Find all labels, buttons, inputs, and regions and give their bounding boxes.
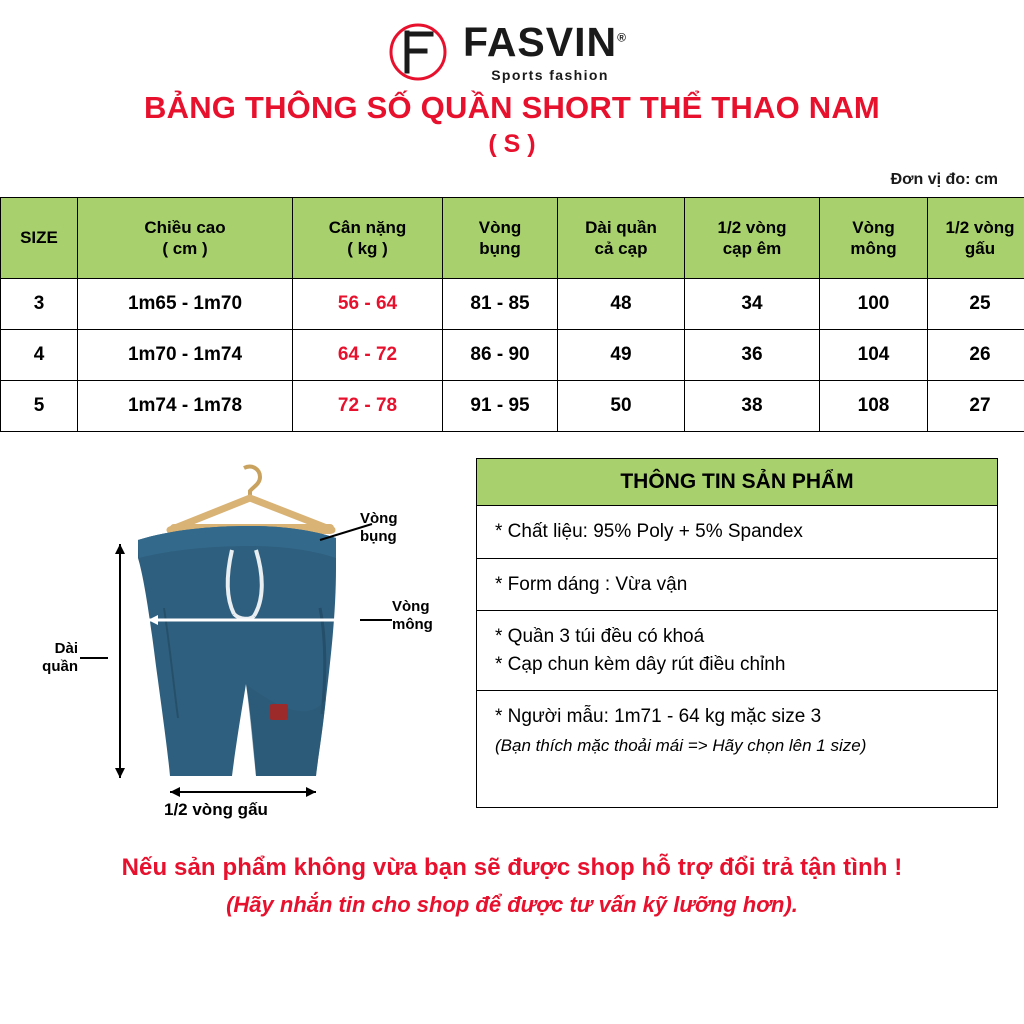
- product-info-pockets: * Quần 3 túi đều có khoá: [495, 626, 705, 648]
- cell-hip: 100: [820, 279, 928, 330]
- cell-hip: 104: [820, 330, 928, 381]
- cell-half-hem: 26: [928, 330, 1024, 381]
- cell-length: 48: [558, 279, 685, 330]
- footer-notes: [0, 854, 1024, 918]
- brand-name: [463, 19, 637, 65]
- brand-header: [0, 0, 1024, 83]
- cell-height: 1m70 - 1m74: [78, 330, 293, 381]
- table-row: [1, 279, 1024, 330]
- label-length: Dài quần: [42, 640, 78, 675]
- col-header-waist: Vòng bụng: [443, 198, 558, 279]
- col-header-weight: Cân nặng ( kg ): [293, 198, 443, 279]
- cell-length: 50: [558, 381, 685, 432]
- label-waist: Vòng bụng: [360, 510, 398, 545]
- product-info-waistband: * Cạp chun kèm dây rút điều chỉnh: [495, 653, 786, 675]
- product-info-box: [476, 458, 998, 808]
- cell-half-cap: 34: [685, 279, 820, 330]
- fasvin-f-logo-icon: [387, 21, 449, 83]
- footer-line-1: Nếu sản phẩm không vừa bạn sẽ được shop hỗ trợ đổi trả tận tình !: [121, 854, 903, 881]
- size-table-head: [1, 198, 1024, 279]
- footer-line-2: (Hãy nhắn tin cho shop để được tư vấn kỹ lưỡng hơn).: [226, 892, 798, 917]
- product-info-model-note: (Bạn thích mặc thoải mái => Hãy chọn lên 1 size): [495, 735, 867, 755]
- product-info-heading: THÔNG TIN SẢN PHẨM: [477, 459, 997, 506]
- cell-half-cap: 38: [685, 381, 820, 432]
- col-header-length: Dài quần cả cạp: [558, 198, 685, 279]
- table-row: [1, 330, 1024, 381]
- cell-waist: 91 - 95: [443, 381, 558, 432]
- size-table-body: [1, 279, 1024, 432]
- col-header-size: SIZE: [1, 198, 78, 279]
- page-title-sub: ( S ): [488, 130, 536, 158]
- cell-weight: 64 - 72: [293, 330, 443, 381]
- cell-weight: 56 - 64: [293, 279, 443, 330]
- cell-size: 4: [1, 330, 78, 381]
- cell-size: 5: [1, 381, 78, 432]
- table-row: [1, 381, 1024, 432]
- registered-mark: ®: [617, 30, 627, 45]
- cell-half-hem: 27: [928, 381, 1024, 432]
- brand-wordmark: [463, 19, 637, 83]
- table-header-row: [1, 198, 1024, 279]
- page-title: [0, 90, 1024, 159]
- product-info-material: * Chất liệu: 95% Poly + 5% Spandex: [477, 506, 997, 559]
- cell-waist: 81 - 85: [443, 279, 558, 330]
- product-info-model: [477, 691, 997, 770]
- brand-name-text: FASVIN: [463, 19, 618, 65]
- brand-tagline: Sports fashion: [491, 67, 609, 83]
- col-header-half-cap: 1/2 vòng cạp êm: [685, 198, 820, 279]
- cell-hip: 108: [820, 381, 928, 432]
- middle-section: [20, 458, 1004, 838]
- cell-length: 49: [558, 330, 685, 381]
- label-hem: 1/2 vòng gấu: [164, 800, 268, 819]
- cell-waist: 86 - 90: [443, 330, 558, 381]
- cell-half-hem: 25: [928, 279, 1024, 330]
- product-figure: [20, 458, 460, 828]
- size-table: [0, 197, 1024, 432]
- page-title-main: BẢNG THÔNG SỐ QUẦN SHORT THỂ THAO NAM: [144, 90, 880, 125]
- cell-size: 3: [1, 279, 78, 330]
- col-header-half-hem: 1/2 vòng gấu: [928, 198, 1024, 279]
- label-hip: Vòng mông: [392, 598, 433, 633]
- product-info-form: * Form dáng : Vừa vận: [477, 559, 997, 612]
- cell-height: 1m65 - 1m70: [78, 279, 293, 330]
- cell-height: 1m74 - 1m78: [78, 381, 293, 432]
- unit-note: Đơn vị đo: cm: [890, 171, 998, 188]
- product-info-model-size: * Người mẫu: 1m71 - 64 kg mặc size 3: [495, 706, 822, 728]
- cell-half-cap: 36: [685, 330, 820, 381]
- cell-weight: 72 - 78: [293, 381, 443, 432]
- product-info-features: [477, 611, 997, 691]
- col-header-height: Chiều cao ( cm ): [78, 198, 293, 279]
- col-header-hip: Vòng mông: [820, 198, 928, 279]
